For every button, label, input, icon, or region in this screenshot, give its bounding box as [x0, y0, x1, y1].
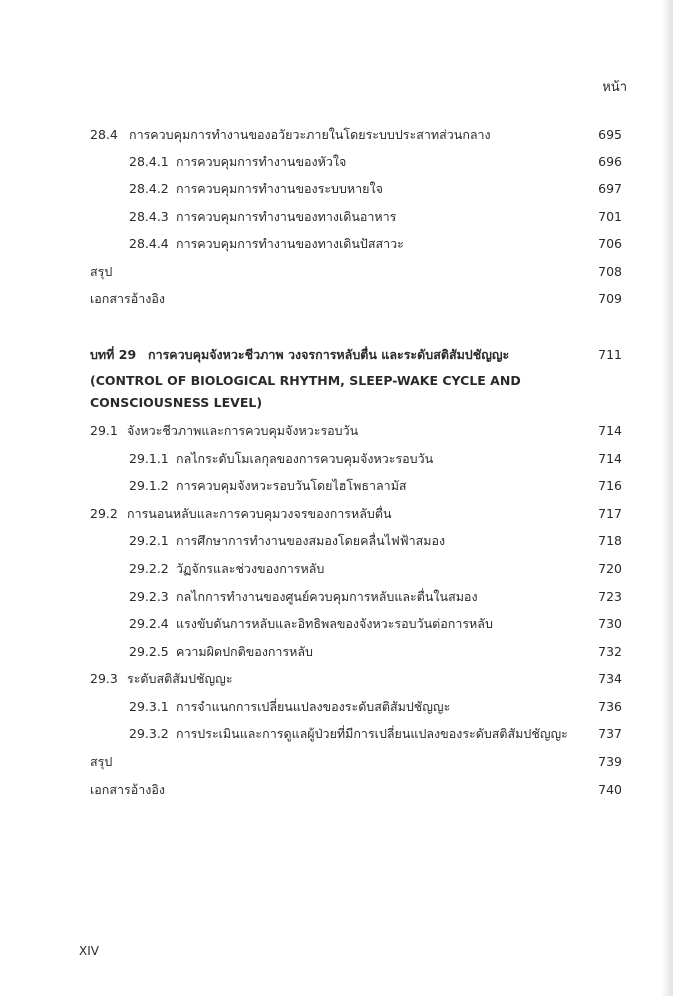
toc-entry-number: 29.2.3 [129, 589, 169, 604]
toc-entry-number: 28.4 [90, 127, 118, 142]
toc-entry-number: 29.2 [90, 506, 118, 521]
toc-entry-summary[interactable] [0, 261, 673, 283]
page-column-header: หน้า [602, 80, 627, 95]
toc-entry-page: 701 [598, 209, 622, 224]
toc-entry[interactable] [0, 503, 673, 525]
toc-entry-page: 714 [598, 451, 622, 466]
toc-entry-number: 29.3.1 [129, 699, 169, 714]
toc-entry-number: 29.1.2 [129, 478, 169, 493]
page-edge-shadow [661, 0, 673, 996]
toc-entry-page: 696 [598, 154, 622, 169]
toc-entry-number: 28.4.3 [129, 209, 169, 224]
toc-entry-title: การจำแนกการเปลี่ยนแปลงของระดับสติสัมปชัญญะ [176, 699, 451, 714]
toc-entry-page: 734 [598, 671, 622, 686]
toc-entry-title: การประเมินและการดูแลผู้ป่วยที่มีการเปลี่ยนแปลงของระดับสติสัมปชัญญะ [176, 726, 568, 741]
toc-entry-title: จังหวะชีวภาพและการควบคุมจังหวะรอบวัน [127, 423, 359, 438]
toc-entry-page: 730 [598, 616, 622, 631]
chapter-heading[interactable] [0, 344, 673, 366]
toc-entry-title: เอกสารอ้างอิง [90, 782, 165, 797]
toc-entry-number: 28.4.1 [129, 154, 169, 169]
toc-entry-number: 29.3.2 [129, 726, 169, 741]
toc-entry[interactable] [0, 586, 673, 608]
toc-entry-references[interactable] [0, 288, 673, 310]
toc-entry-page: 736 [598, 699, 622, 714]
toc-entry[interactable] [0, 558, 673, 580]
toc-entry-number: 28.4.2 [129, 181, 169, 196]
toc-entry-title: การควบคุมจังหวะรอบวันโดยไฮโพธาลามัส [176, 478, 407, 493]
toc-entry-title: กลไกการทำงานของศูนย์ควบคุมการหลับและตื่นในสมอง [176, 589, 478, 604]
toc-entry[interactable] [0, 124, 673, 146]
toc-entry-page: 739 [598, 754, 622, 769]
toc-entry-title: วัฏจักรและช่วงของการหลับ [176, 561, 325, 576]
toc-entry-page: 716 [598, 478, 622, 493]
toc-entry-page: 709 [598, 291, 622, 306]
toc-entry[interactable] [0, 420, 673, 442]
toc-entry-number: 29.1 [90, 423, 118, 438]
toc-entry-page: 720 [598, 561, 622, 576]
toc-entry-title: ระดับสติสัมปชัญญะ [127, 671, 233, 686]
toc-entry-page: 732 [598, 644, 622, 659]
toc-entry-title: การควบคุมการทำงานของหัวใจ [176, 154, 347, 169]
toc-entry-page: 718 [598, 533, 622, 548]
chapter-english-title-line2: CONSCIOUSNESS LEVEL) [90, 395, 263, 410]
toc-entry[interactable] [0, 668, 673, 690]
toc-entry[interactable] [0, 448, 673, 470]
chapter-page: 711 [598, 347, 622, 362]
toc-entry[interactable] [0, 206, 673, 228]
toc-entry[interactable] [0, 475, 673, 497]
toc-entry-page: 706 [598, 236, 622, 251]
toc-entry[interactable] [0, 233, 673, 255]
chapter-english-title-line1: (CONTROL OF BIOLOGICAL RHYTHM, SLEEP-WAKE CYCLE AND [90, 373, 521, 388]
toc-entry-title: การศึกษาการทำงานของสมองโดยคลื่นไฟฟ้าสมอง [176, 533, 446, 548]
toc-entry-page: 697 [598, 181, 622, 196]
toc-entry[interactable] [0, 723, 673, 745]
toc-entry-page: 714 [598, 423, 622, 438]
toc-entry-summary[interactable] [0, 751, 673, 773]
toc-entry[interactable] [0, 696, 673, 718]
toc-entry-title: เอกสารอ้างอิง [90, 291, 165, 306]
toc-entry-title: สรุป [90, 264, 113, 279]
toc-entry-title: สรุป [90, 754, 113, 769]
toc-entry-title: การนอนหลับและการควบคุมวงจรของการหลับตื่น [127, 506, 392, 521]
toc-entry-title: กลไกระดับโมเลกุลของการควบคุมจังหวะรอบวัน [176, 451, 434, 466]
toc-entry-title: การควบคุมการทำงานของระบบหายใจ [176, 181, 383, 196]
toc-entry-title: การควบคุมการทำงานของอวัยวะภายในโดยระบบประสาทส่วนกลาง [129, 127, 491, 142]
toc-entry-number: 29.1.1 [129, 451, 169, 466]
toc-entry-page: 723 [598, 589, 622, 604]
chapter-title: การควบคุมจังหวะชีวภาพ วงจรการหลับตื่น และระดับสติสัมปชัญญะ [148, 347, 510, 362]
toc-entry[interactable] [0, 641, 673, 663]
toc-entry-title: การควบคุมการทำงานของทางเดินปัสสาวะ [176, 236, 404, 251]
chapter-label: บทที่ 29 [90, 347, 137, 362]
toc-entry-title: การควบคุมการทำงานของทางเดินอาหาร [176, 209, 397, 224]
toc-entry-page: 717 [598, 506, 622, 521]
toc-entry-number: 28.4.4 [129, 236, 169, 251]
toc-entry-page: 695 [598, 127, 622, 142]
toc-entry-number: 29.3 [90, 671, 118, 686]
toc-entry-title: แรงขับดันการหลับและอิทธิพลของจังหวะรอบวันต่อการหลับ [176, 616, 493, 631]
toc-entry-references[interactable] [0, 779, 673, 801]
toc-entry-number: 29.2.4 [129, 616, 169, 631]
toc-entry[interactable] [0, 151, 673, 173]
toc-entry-page: 708 [598, 264, 622, 279]
page-number: XIV [79, 944, 99, 958]
toc-entry-page: 737 [598, 726, 622, 741]
toc-entry-title: ความผิดปกติของการหลับ [176, 644, 313, 659]
toc-entry-number: 29.2.1 [129, 533, 169, 548]
toc-entry-page: 740 [598, 782, 622, 797]
toc-entry-number: 29.2.5 [129, 644, 169, 659]
toc-entry[interactable] [0, 613, 673, 635]
toc-entry[interactable] [0, 530, 673, 552]
toc-entry-number: 29.2.2 [129, 561, 169, 576]
toc-entry[interactable] [0, 178, 673, 200]
